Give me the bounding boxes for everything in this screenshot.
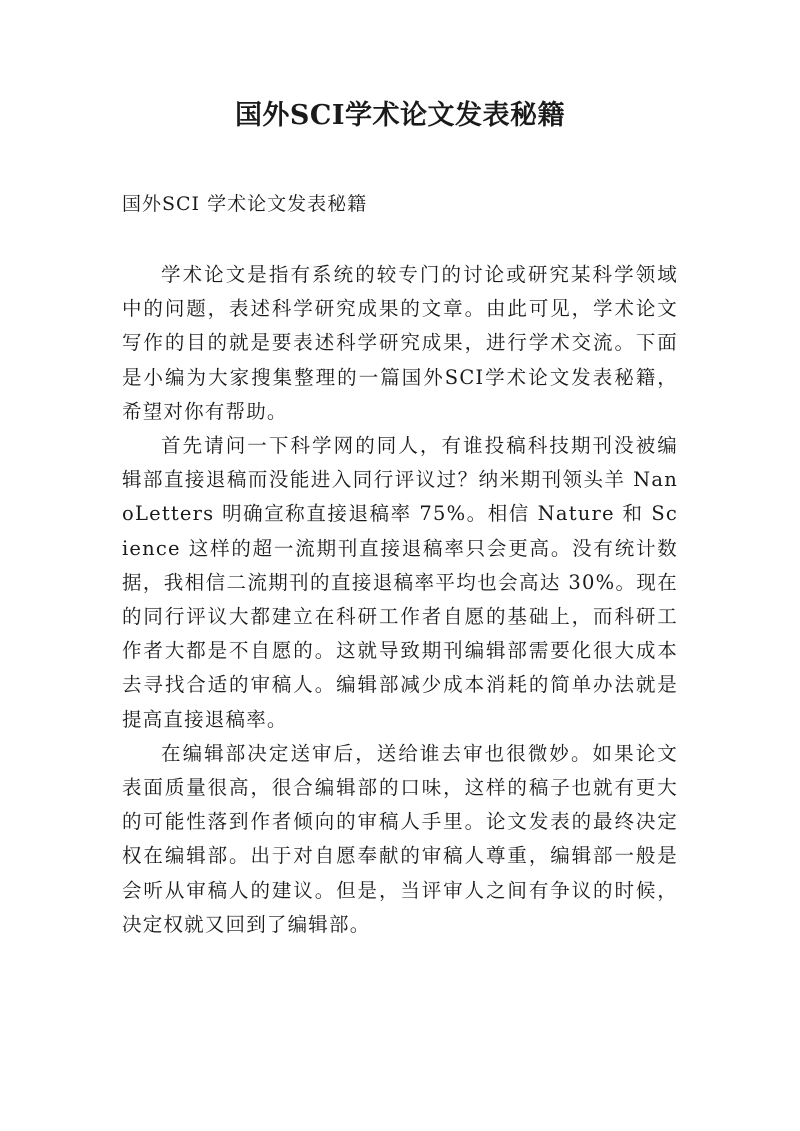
document-body xyxy=(122,258,678,942)
document-subtitle: 国外SCI 学术论文发表秘籍 xyxy=(122,193,368,215)
paragraph-rejection-rate: 首先请问一下科学网的同人，有谁投稿科技期刊没被编辑部直接退稿而没能进入同行评议过？纳米期刊领头羊 NanoLetters 明确宣称直接退稿率 75%。相信 Nature 和 Science 这样的超一流期刊直接退稿率只会更高。没有统计数据，我相信二流期刊的直接退稿率平均也会高达 30%。现在的同行评议大都建立在科研工作者自愿的基础上，而科研工作者大都是不自愿的。这就导致期刊编辑部需要化很大成本去寻找合适的审稿人。编辑部减少成本消耗的简单办法就是提高直接退稿率。 xyxy=(122,434,678,731)
paragraph-intro: 学术论文是指有系统的较专门的讨论或研究某科学领域中的问题，表述科学研究成果的文章。由此可见，学术论文写作的目的就是要表述科学研究成果，进行学术交流。下面是小编为大家搜集整理的一篇国外SCI学术论文发表秘籍，希望对你有帮助。 xyxy=(122,263,678,423)
document-title: 国外SCI学术论文发表秘籍 xyxy=(234,100,566,131)
paragraph-review-process: 在编辑部决定送审后，送给谁去审也很微妙。如果论文表面质量很高，很合编辑部的口味，这样的稿子也就有更大的可能性落到作者倾向的审稿人手里。论文发表的最终决定权在编辑部。出于对自愿奉献的审稿人尊重，编辑部一般是会听从审稿人的建议。但是，当评审人之间有争议的时候，决定权就又回到了编辑部。 xyxy=(122,741,678,936)
